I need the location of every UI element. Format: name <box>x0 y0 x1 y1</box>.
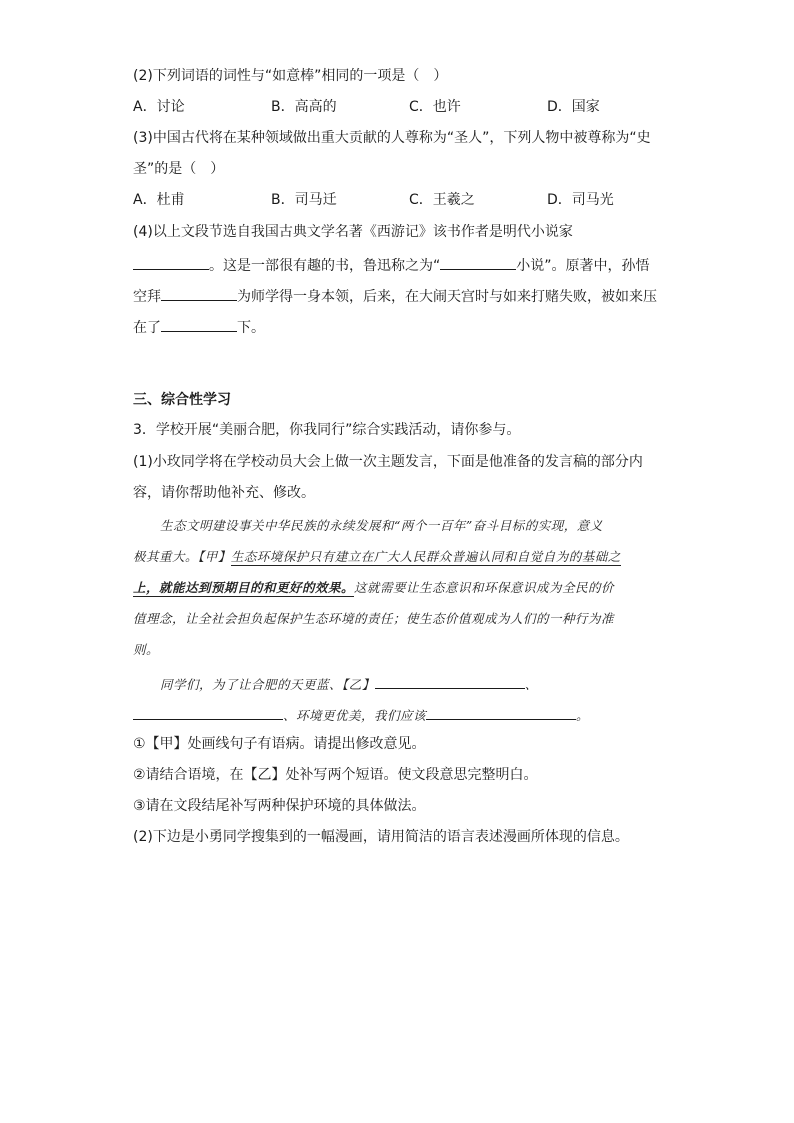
answer-blank-genre[interactable] <box>440 254 516 270</box>
answer-blank-yi-2[interactable] <box>133 704 283 720</box>
essay-line7-end: 。 <box>576 708 590 723</box>
q3-stem-line1: (3)中国古代将在某种领域做出重大贡献的人尊称为“圣人”，下列人物中被尊称为“史 <box>133 130 651 146</box>
q2-option-d: D．国家 <box>547 99 600 115</box>
task-2: ②请结合语境，在【乙】处补写两个短语。使文段意思完整明白。 <box>133 767 538 783</box>
answer-blank-measures[interactable] <box>426 704 576 720</box>
underlined-sentence-part1: 生态环境保护只有建立在广大人民群众普遍认同和自觉自为的基础之 <box>230 549 621 564</box>
q2-option-a: A．讨论 <box>133 99 185 115</box>
q4-line2 <box>133 254 650 276</box>
underlined-sentence-part2: 上，就能达到预期目的和更好的效果。 <box>133 580 355 595</box>
q3-option-c: C．王羲之 <box>409 192 475 208</box>
essay-line6 <box>160 673 538 695</box>
q4-line3-start: 空拜 <box>133 289 161 305</box>
essay-line3-end: 这就需要让生态意识和环保意识成为全民的价 <box>354 580 615 595</box>
essay-line7-mid: 、环境更优美，我们应该 <box>283 708 427 723</box>
q2-option-c: C．也许 <box>409 99 461 115</box>
essay-line6-end: 、 <box>524 677 538 692</box>
q4-line4-start: 在了 <box>133 320 161 336</box>
part2-question: (2)下边是小勇同学搜集到的一幅漫画，请用简洁的语言表述漫画所体现的信息。 <box>133 829 629 845</box>
q4-line4-end: 下。 <box>237 320 265 336</box>
q4-line2-end: 小说”。原著中，孙悟 <box>516 258 650 274</box>
answer-blank-yi-1[interactable] <box>375 673 525 689</box>
essay-line1: 生态文明建设事关中华民族的永续发展和“两个一百年”奋斗目标的实现，意义 <box>160 518 603 533</box>
essay-line7 <box>133 704 589 726</box>
q3-stem-line2: 圣”的是（ ） <box>133 161 225 177</box>
q4-line1: (4)以上文段节选自我国古典文学名著《西游记》该书作者是明代小说家 <box>133 224 573 240</box>
q3-option-b: B．司马迁 <box>271 192 337 208</box>
essay-line2-start: 极其重大。【甲】 <box>133 549 231 564</box>
q2-stem: (2)下列词语的词性与“如意棒”相同的一项是（ ） <box>133 68 448 84</box>
section-title: 三、综合性学习 <box>133 392 231 408</box>
q4-line2-mid: 。这是一部很有趣的书，鲁迅称之为“ <box>209 258 441 274</box>
essay-line2 <box>133 547 621 567</box>
essay-line6-start: 同学们，为了让合肥的天更蓝、【乙】 <box>160 677 375 692</box>
q4-line3-end: 为师学得一身本领，后来，在大闹天宫时与如来打赌失败，被如来压 <box>237 289 657 305</box>
essay-line3 <box>133 578 614 598</box>
q2-option-b: B．高高的 <box>271 99 337 115</box>
answer-blank-author[interactable] <box>133 254 209 270</box>
answer-blank-master[interactable] <box>161 285 237 301</box>
essay-line4: 值理念，让全社会担负起保护生态环境的责任；使生态价值观成为人们的一种行为准 <box>133 611 615 626</box>
answer-blank-mountain[interactable] <box>161 316 237 332</box>
q3-option-d: D．司马光 <box>547 192 614 208</box>
section-intro: 3．学校开展“美丽合肥，你我同行”综合实践活动，请你参与。 <box>133 422 521 438</box>
q4-line3 <box>133 285 657 307</box>
task-3: ③请在文段结尾补写两种保护环境的具体做法。 <box>133 798 426 814</box>
task-1: ①【甲】处画线句子有语病。请提出修改意见。 <box>133 736 426 752</box>
part1-line1: (1)小玫同学将在学校动员大会上做一次主题发言，下面是他准备的发言稿的部分内 <box>133 454 643 470</box>
q3-option-a: A．杜甫 <box>133 192 185 208</box>
essay-line5: 则。 <box>133 642 160 657</box>
q4-line4 <box>133 316 265 338</box>
part1-line2: 容，请你帮助他补充、修改。 <box>133 485 315 501</box>
